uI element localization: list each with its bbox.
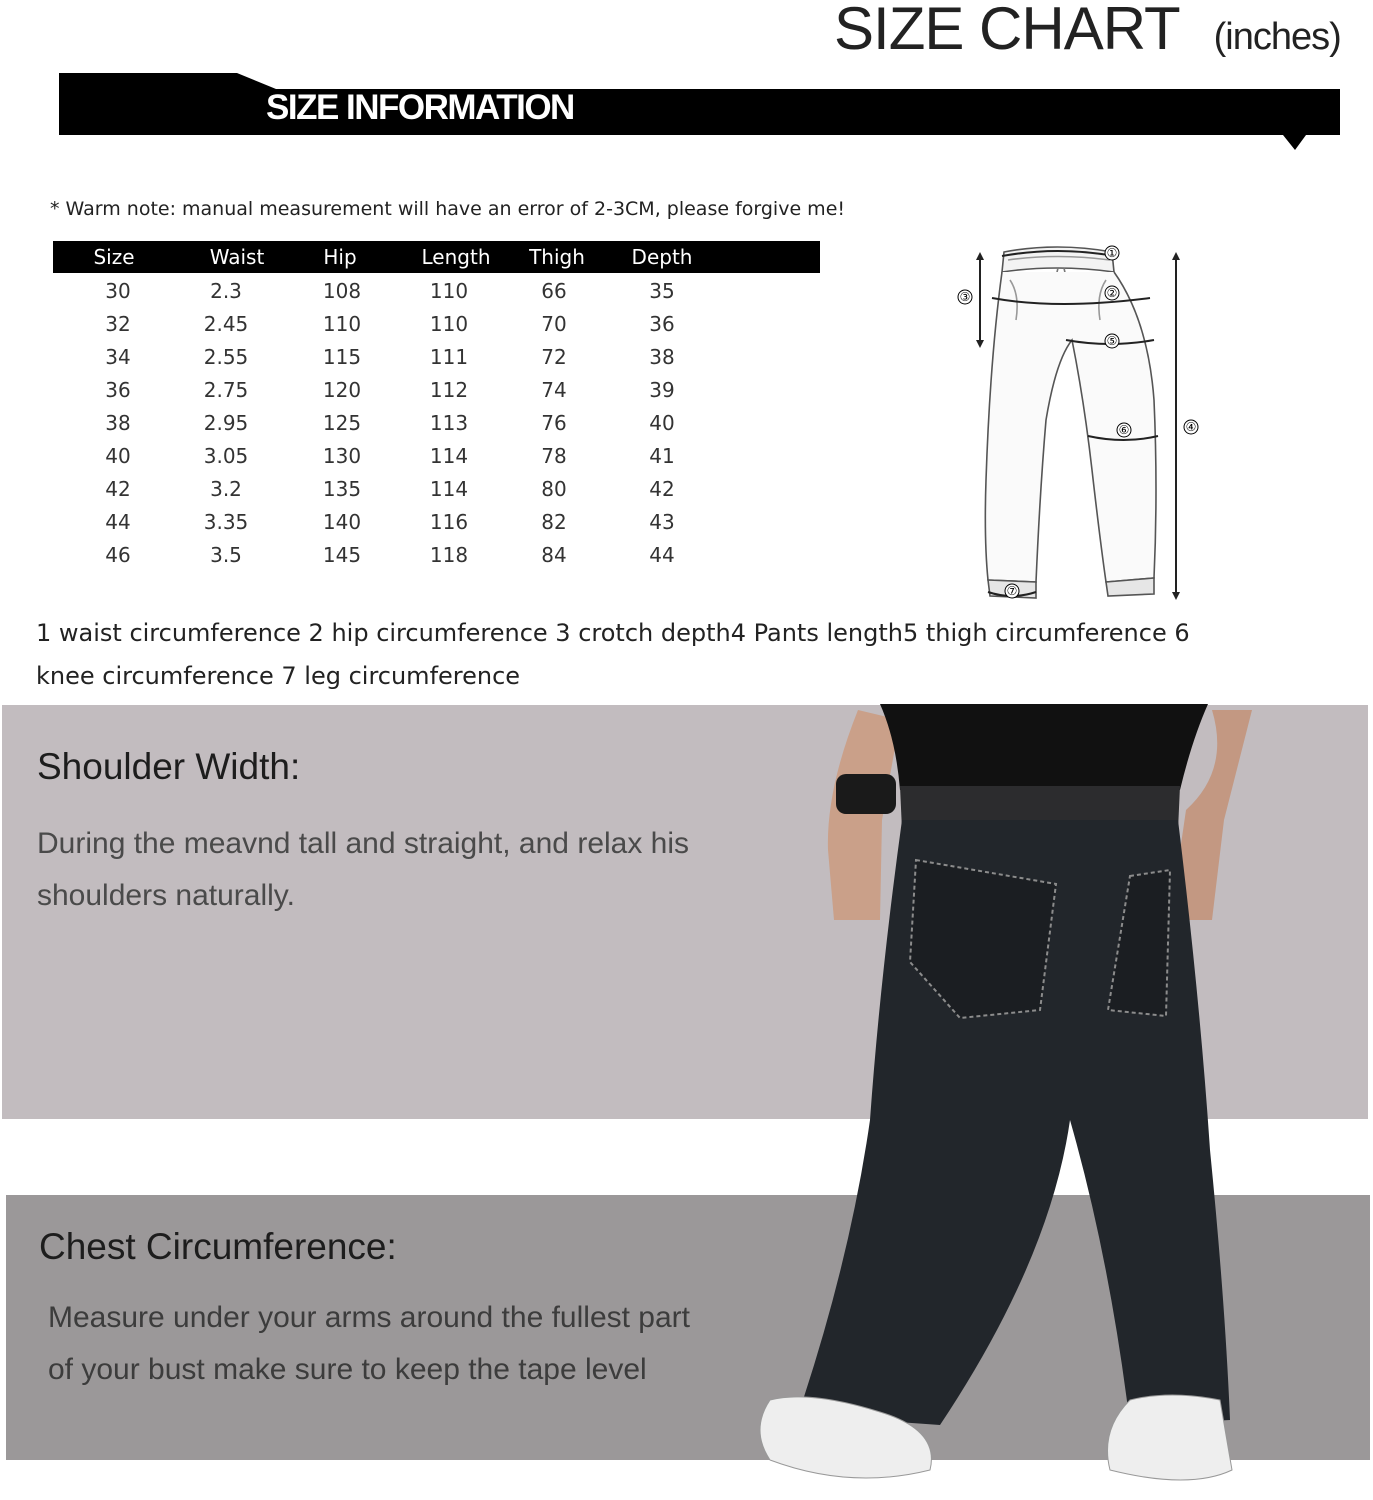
shoulder-width-text xyxy=(37,818,689,922)
table-cell-waist: 2.95 xyxy=(203,411,249,435)
table-cell-length: 114 xyxy=(429,477,469,501)
table-cell-hip: 140 xyxy=(322,510,362,534)
table-cell-waist: 2.45 xyxy=(203,312,249,336)
table-cell-size: 30 xyxy=(105,279,131,303)
table-cell-thigh: 76 xyxy=(541,411,567,435)
table-cell-size: 46 xyxy=(105,543,131,567)
marker-6: ⑥ xyxy=(1118,423,1130,437)
table-cell-hip: 130 xyxy=(322,444,362,468)
chest-circumference-heading: Chest Circumference: xyxy=(39,1226,397,1267)
table-cell-hip: 125 xyxy=(322,411,362,435)
shoulder-width-heading: Shoulder Width: xyxy=(37,746,301,787)
table-cell-thigh: 72 xyxy=(541,345,567,369)
table-cell-hip: 108 xyxy=(322,279,362,303)
table-cell-size: 34 xyxy=(105,345,131,369)
title-text: SIZE CHART xyxy=(834,0,1180,62)
table-cell-thigh: 80 xyxy=(541,477,567,501)
table-cell-waist: 2.3 xyxy=(210,279,242,303)
table-cell-length: 110 xyxy=(429,279,469,303)
table-cell-depth: 42 xyxy=(649,477,675,501)
table-cell-depth: 44 xyxy=(649,543,675,567)
column-header-hip: Hip xyxy=(323,245,357,269)
shoulder-line-2: shoulders naturally. xyxy=(37,879,295,912)
table-cell-depth: 43 xyxy=(649,510,675,534)
table-cell-thigh: 74 xyxy=(541,378,567,402)
measurement-legend: 1 waist circumference 2 hip circumference 3 crotch depth4 Pants length5 thigh circumference 6 knee circumference 7 leg circumference xyxy=(36,619,1190,690)
table-cell-size: 42 xyxy=(105,477,131,501)
table-cell-depth: 35 xyxy=(649,279,675,303)
table-cell-waist: 3.5 xyxy=(210,543,242,567)
marker-4: ④ xyxy=(1185,420,1197,434)
table-cell-hip: 120 xyxy=(322,378,362,402)
title-unit: (inches) xyxy=(1213,16,1341,58)
table-cell-length: 110 xyxy=(429,312,469,336)
table-cell-thigh: 66 xyxy=(541,279,567,303)
column-header-thigh: Thigh xyxy=(529,245,585,269)
table-cell-waist: 2.75 xyxy=(203,378,249,402)
table-cell-size: 32 xyxy=(105,312,131,336)
table-cell-length: 111 xyxy=(429,345,469,369)
table-cell-length: 112 xyxy=(429,378,469,402)
table-cell-length: 116 xyxy=(429,510,469,534)
table-cell-length: 114 xyxy=(429,444,469,468)
banner-label: SIZE INFORMATION xyxy=(266,88,574,127)
model-wearing-jeans-photo xyxy=(730,700,1373,1500)
table-cell-waist: 2.55 xyxy=(203,345,249,369)
chest-line-2: of your bust make sure to keep the tape level xyxy=(48,1353,647,1386)
column-header-waist: Waist xyxy=(209,245,265,269)
marker-2: ② xyxy=(1106,286,1118,300)
table-cell-size: 38 xyxy=(105,411,131,435)
table-cell-thigh: 82 xyxy=(541,510,567,534)
marker-3: ③ xyxy=(959,290,971,304)
table-cell-thigh: 70 xyxy=(541,312,567,336)
table-cell-waist: 3.2 xyxy=(210,477,242,501)
column-header-length: Length xyxy=(421,245,491,269)
table-cell-depth: 41 xyxy=(649,444,675,468)
size-chart-title xyxy=(834,0,1341,63)
table-cell-size: 36 xyxy=(105,378,131,402)
table-cell-waist: 3.05 xyxy=(203,444,249,468)
table-cell-depth: 40 xyxy=(649,411,675,435)
table-cell-depth: 36 xyxy=(649,312,675,336)
marker-1: ① xyxy=(1106,246,1118,260)
table-cell-depth: 39 xyxy=(649,378,675,402)
table-cell-length: 118 xyxy=(429,543,469,567)
chest-line-1: Measure under your arms around the fullest part xyxy=(48,1301,690,1334)
size-information-banner xyxy=(0,70,1373,160)
table-cell-hip: 110 xyxy=(322,312,362,336)
table-cell-hip: 135 xyxy=(322,477,362,501)
marker-7: ⑦ xyxy=(1006,584,1018,598)
chest-circumference-text xyxy=(48,1292,690,1396)
marker-5: ⑤ xyxy=(1106,334,1118,348)
table-cell-thigh: 78 xyxy=(541,444,567,468)
pants-measurement-diagram xyxy=(940,240,1210,610)
table-cell-waist: 3.35 xyxy=(203,510,249,534)
column-header-depth: Depth xyxy=(631,245,693,269)
table-cell-hip: 145 xyxy=(322,543,362,567)
table-cell-size: 40 xyxy=(105,444,131,468)
warm-note: * Warm note: manual measurement will have an error of 2-3CM, please forgive me! xyxy=(50,198,845,220)
table-cell-thigh: 84 xyxy=(541,543,567,567)
table-cell-length: 113 xyxy=(429,411,469,435)
table-cell-depth: 38 xyxy=(649,345,675,369)
table-cell-size: 44 xyxy=(105,510,131,534)
shoulder-line-1: During the meavnd tall and straight, and relax his xyxy=(37,827,690,860)
table-cell-hip: 115 xyxy=(322,345,362,369)
column-header-size: Size xyxy=(93,245,135,269)
